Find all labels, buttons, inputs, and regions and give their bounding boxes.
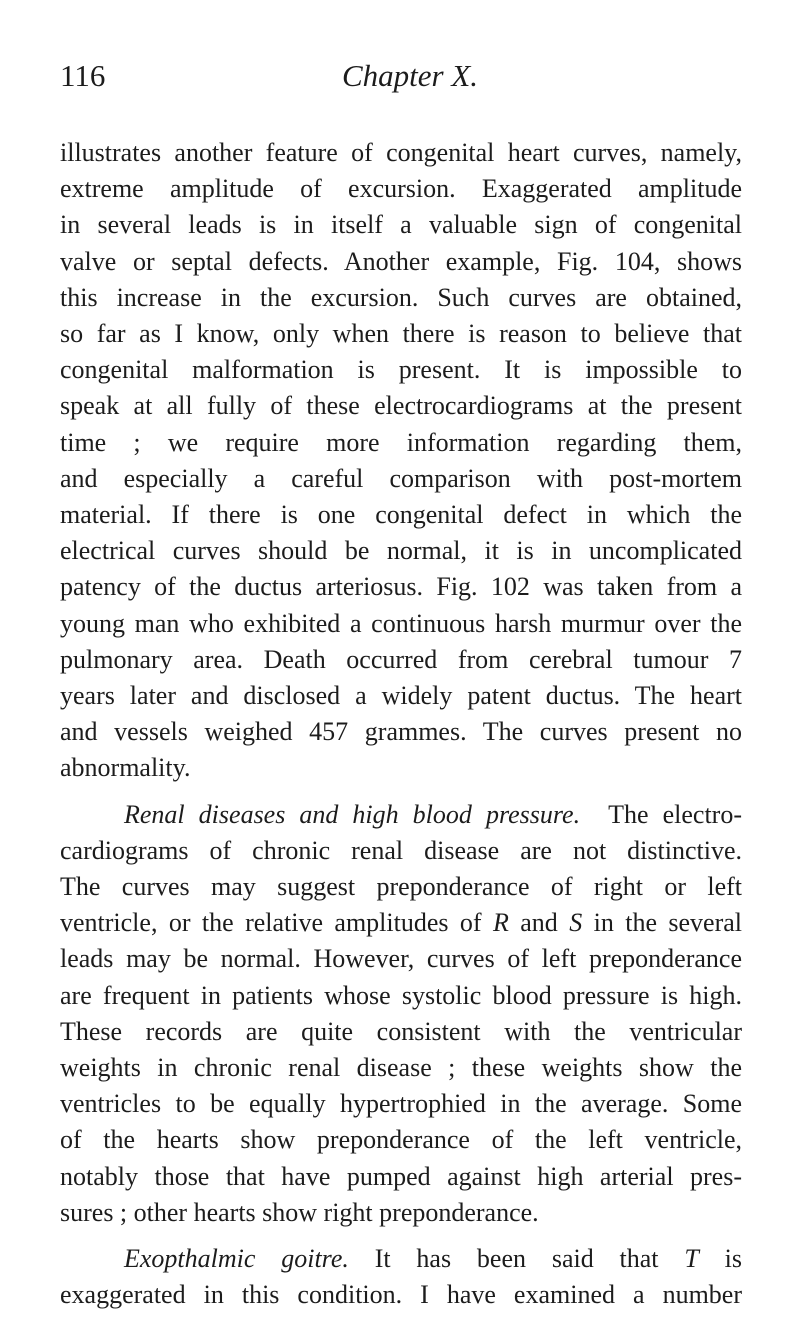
text-line: in several leads is in itself a valuable sign of congenital — [60, 210, 742, 240]
text-line — [60, 1241, 742, 1277]
symbol-t: T — [684, 1244, 699, 1274]
paragraph-renal-diseases — [60, 797, 742, 1231]
text-line: abnormality. — [60, 753, 191, 783]
text-line: electrical curves should be normal, it is in uncomplicated — [60, 536, 742, 566]
text-line: and especially a careful comparison with post-mortem — [60, 463, 742, 493]
body-text — [60, 135, 742, 1314]
text-line: exaggerated in this condition. I have examined a number — [60, 1280, 742, 1310]
text-line: young man who exhibited a continuous harsh murmur over the — [60, 608, 742, 638]
text-fragment: and — [508, 908, 570, 938]
page-number: 116 — [60, 58, 106, 93]
text-fragment: in the several — [582, 908, 743, 938]
text-line: leads may be normal. However, curves of left preponderance — [60, 944, 742, 974]
text-line: extreme amplitude of excursion. Exaggerated amplitude — [60, 174, 742, 204]
section-heading-goitre: Exopthalmic goitre. — [124, 1244, 349, 1274]
text-line: and vessels weighed 457 grammes. The curves present no — [60, 717, 742, 747]
text-line: sures ; other hearts show right preponderance. — [60, 1197, 539, 1227]
text-line: weights in chronic renal disease ; these weights show the — [60, 1053, 742, 1083]
symbol-r: R — [492, 908, 509, 938]
text-line: cardiograms of chronic renal disease are not distinctive. — [60, 835, 742, 865]
text-line: These records are quite consistent with the ventricular — [60, 1016, 742, 1046]
text-line: time ; we require more information regarding them, — [60, 427, 742, 457]
text-line: illustrates another feature of congenital heart curves, namely, — [60, 138, 742, 167]
text-fragment: ventricle, or the relative amplitudes of — [60, 908, 493, 938]
text-line: valve or septal defects. Another example, Fig. 104, shows — [60, 246, 742, 276]
text-line: material. If there is one congenital defect in which the — [60, 500, 742, 530]
text-line: years later and disclosed a widely patent ductus. The heart — [60, 681, 742, 711]
running-head: Chapter X. — [342, 58, 479, 93]
text-line: notably those that have pumped against high arterial pres- — [60, 1161, 742, 1191]
text-line: are frequent in patients whose systolic blood pressure is high. — [60, 980, 742, 1010]
page-header — [60, 58, 742, 98]
text-line: congenital malformation is present. It is impossible to — [60, 355, 742, 385]
text-fragment: is — [698, 1244, 742, 1274]
text-line: patency of the ductus arteriosus. Fig. 102 was taken from a — [60, 572, 742, 602]
text-line: pulmonary area. Death occurred from cerebral tumour 7 — [60, 644, 742, 674]
text-line: ventricles to be equally hypertrophied in the average. Some — [60, 1089, 742, 1119]
text-line — [60, 797, 742, 833]
text-line: of the hearts show preponderance of the left ventricle, — [60, 1125, 742, 1155]
text-line: speak at all fully of these electrocardiograms at the present — [60, 391, 742, 421]
text-line: this increase in the excursion. Such curves are obtained, — [60, 282, 742, 312]
section-heading-renal: Renal diseases and high blood pressure. — [124, 799, 581, 829]
text-line: so far as I know, only when there is reason to believe that — [60, 319, 742, 349]
text-line: The curves may suggest preponderance of right or left — [60, 872, 742, 902]
paragraph-congenital — [60, 135, 742, 787]
text-fragment: The electro- — [608, 799, 743, 829]
text-fragment: It has been said that — [348, 1244, 685, 1274]
paragraph-exopthalmic-goitre — [60, 1241, 742, 1313]
text-line — [60, 905, 742, 941]
symbol-s: S — [569, 908, 583, 938]
